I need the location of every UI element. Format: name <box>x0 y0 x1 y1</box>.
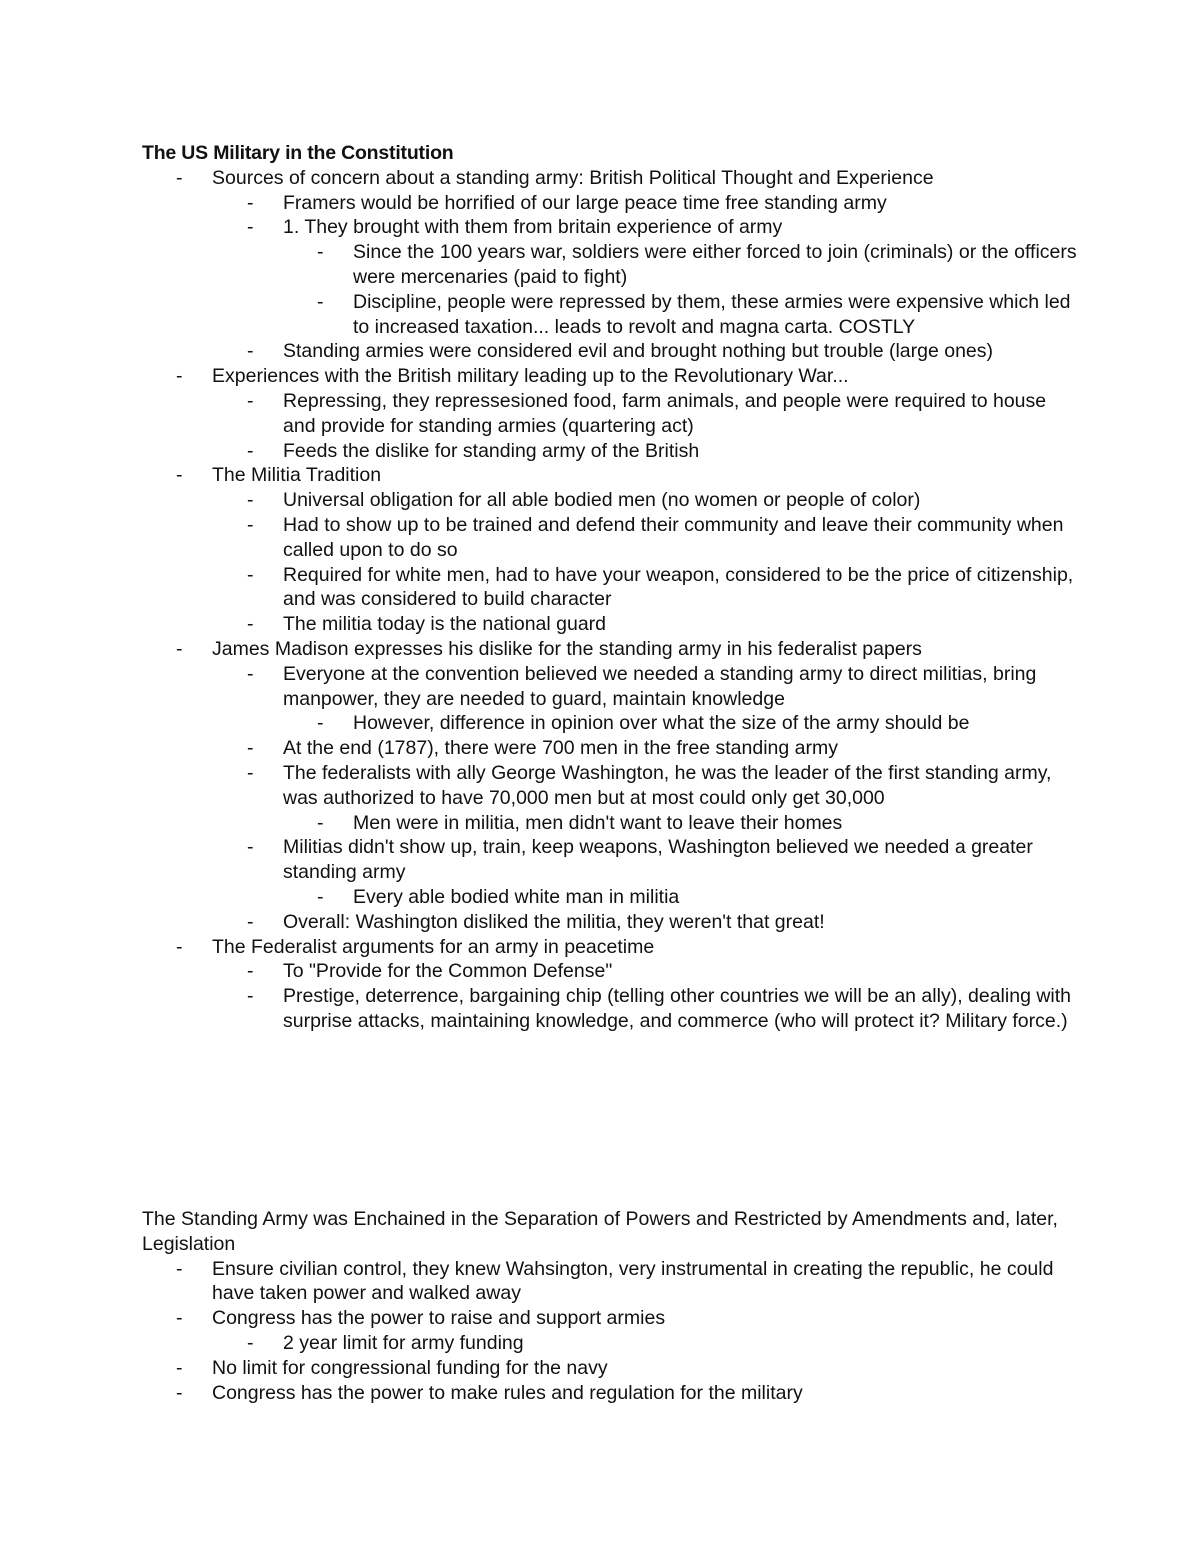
list-item <box>142 364 1082 389</box>
bullet-dash: - <box>317 811 324 834</box>
bullet-dash: - <box>176 365 183 388</box>
list-item-text: James Madison expresses his dislike for the standing army in his federalist papers <box>212 637 922 660</box>
bullet-dash: - <box>176 637 183 660</box>
bullet-dash: - <box>176 1381 183 1404</box>
list-item-text: Congress has the power to raise and support armies <box>212 1307 666 1330</box>
list-item-text: Prestige, deterrence, bargaining chip (telling other countries we will be an ally), dealing with surprise attacks, maintaining knowledge, and commerce (who will protect it? Military force.) <box>283 985 1072 1032</box>
list-item <box>142 1381 1082 1406</box>
bullet-list <box>142 1257 1082 1406</box>
list-item-text: Sources of concern about a standing army: British Political Thought and Experience <box>212 166 934 189</box>
section-standing-army-enchained <box>142 1207 1082 1405</box>
list-item-text: The federalists with ally George Washington, he was the leader of the first standing army, was authorized to have 70,000 men but at most could only get 30,000 <box>283 761 1052 809</box>
list-item <box>142 662 1082 712</box>
list-item-text: The militia today is the national guard <box>283 613 607 636</box>
bullet-dash: - <box>317 885 324 908</box>
list-item <box>142 736 1082 761</box>
list-item-text: Framers would be horrified of our large peace time free standing army <box>283 191 887 214</box>
bullet-dash: - <box>247 340 254 363</box>
bullet-dash: - <box>247 513 254 536</box>
list-item-text: Everyone at the convention believed we needed a standing army to direct militias, bring manpower, they are needed to guard, maintain knowledge <box>283 662 1037 710</box>
list-item-text: Experiences with the British military leading up to the Revolutionary War... <box>212 365 849 388</box>
bullet-dash: - <box>247 191 254 214</box>
bullet-dash: - <box>247 985 254 1008</box>
list-item-text: Every able bodied white man in militia <box>353 885 680 908</box>
list-item <box>142 488 1082 513</box>
list-item-text: Had to show up to be trained and defend their community and leave their community when called upon to do so <box>283 513 1064 561</box>
bullet-dash: - <box>247 563 254 586</box>
list-item-text: The Militia Tradition <box>212 464 382 487</box>
list-item-text: Men were in militia, men didn't want to leave their homes <box>353 811 843 834</box>
list-item <box>142 290 1082 340</box>
section-title: The Standing Army was Enchained in the Separation of Powers and Restricted by Amendments and, later, Legislation <box>142 1208 1058 1255</box>
list-item-text: Ensure civilian control, they knew Wahsington, very instrumental in creating the republic, he could have taken power and walked away <box>212 1257 1054 1305</box>
list-item <box>142 166 1082 191</box>
list-item <box>142 984 1082 1034</box>
bullet-dash: - <box>247 761 254 784</box>
list-item <box>142 835 1082 885</box>
list-item <box>142 637 1082 662</box>
bullet-dash: - <box>176 464 183 487</box>
bullet-dash: - <box>176 1257 183 1280</box>
list-item <box>142 811 1082 836</box>
list-item-text: Discipline, people were repressed by them, these armies were expensive which led to increased taxation... leads to revolt and magna carta. COSTLY <box>353 290 1071 338</box>
bullet-dash: - <box>247 836 254 859</box>
list-item <box>142 1356 1082 1381</box>
bullet-dash: - <box>247 910 254 933</box>
list-item <box>142 215 1082 240</box>
list-item-text: Overall: Washington disliked the militia, they weren't that great! <box>283 910 825 933</box>
list-item-text: However, difference in opinion over what the size of the army should be <box>353 712 970 735</box>
list-item <box>142 1257 1082 1307</box>
bullet-dash: - <box>247 1331 254 1354</box>
list-item-text: At the end (1787), there were 700 men in the free standing army <box>283 737 838 760</box>
bullet-dash: - <box>247 960 254 983</box>
bullet-dash: - <box>317 290 324 313</box>
list-item-text: 1. They brought with them from britain experience of army <box>283 216 783 239</box>
bullet-dash: - <box>247 613 254 636</box>
list-item <box>142 439 1082 464</box>
list-item <box>142 612 1082 637</box>
list-item <box>142 389 1082 439</box>
list-item-text: Since the 100 years war, soldiers were either forced to join (criminals) or the officers were mercenaries (paid to fight) <box>353 241 1077 288</box>
list-item-text: To "Provide for the Common Defense" <box>283 960 613 983</box>
bullet-dash: - <box>317 712 324 735</box>
list-item-text: Required for white men, had to have your weapon, considered to be the price of citizenship, and was considered to build character <box>283 563 1074 611</box>
list-item-text: Congress has the power to make rules and regulation for the military <box>212 1381 803 1404</box>
list-item-text: Universal obligation for all able bodied men (no women or people of color) <box>283 489 921 512</box>
bullet-dash: - <box>247 489 254 512</box>
bullet-dash: - <box>317 241 324 264</box>
list-item <box>142 191 1082 216</box>
list-item-text: No limit for congressional funding for the navy <box>212 1356 608 1379</box>
bullet-dash: - <box>247 737 254 760</box>
bullet-dash: - <box>176 1307 183 1330</box>
bullet-dash: - <box>247 389 254 412</box>
list-item-text: Standing armies were considered evil and brought nothing but trouble (large ones) <box>283 340 994 363</box>
list-item <box>142 513 1082 563</box>
bullet-dash: - <box>247 216 254 239</box>
list-item <box>142 463 1082 488</box>
list-item <box>142 339 1082 364</box>
list-item-text: Militias didn't show up, train, keep weapons, Washington believed we needed a greater standing army <box>283 836 1033 884</box>
bullet-dash: - <box>176 935 183 958</box>
list-item <box>142 761 1082 811</box>
list-item <box>142 563 1082 613</box>
list-item <box>142 935 1082 960</box>
list-item <box>142 959 1082 984</box>
list-item-text: Feeds the dislike for standing army of the British <box>283 439 700 462</box>
bullet-list <box>142 166 1082 1034</box>
list-item-text: 2 year limit for army funding <box>283 1331 524 1354</box>
list-item <box>142 885 1082 910</box>
list-item <box>142 711 1082 736</box>
list-item-text: The Federalist arguments for an army in peacetime <box>212 935 655 958</box>
list-item <box>142 1331 1082 1356</box>
list-item-text: Repressing, they repressesioned food, farm animals, and people were required to house and provide for standing armies (quartering act) <box>283 389 1047 437</box>
section-title: The US Military in the Constitution <box>142 142 454 164</box>
list-item <box>142 1306 1082 1331</box>
list-item <box>142 910 1082 935</box>
bullet-dash: - <box>247 662 254 685</box>
list-item <box>142 240 1082 290</box>
section-military-constitution <box>142 141 1082 1034</box>
bullet-dash: - <box>176 166 183 189</box>
bullet-dash: - <box>247 439 254 462</box>
bullet-dash: - <box>176 1356 183 1379</box>
